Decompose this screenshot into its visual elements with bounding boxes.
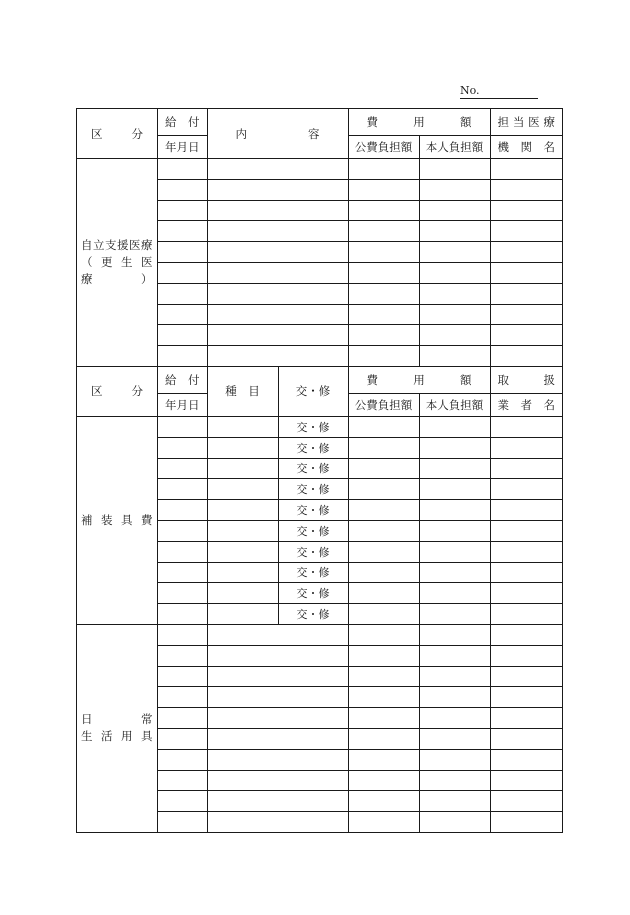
- kooshu-cell[interactable]: 交・修: [278, 583, 348, 604]
- organization-cell[interactable]: [490, 262, 563, 283]
- self-amount-cell[interactable]: [419, 283, 490, 304]
- self-amount-cell[interactable]: [419, 416, 490, 437]
- self-amount-cell[interactable]: [419, 708, 490, 729]
- public-amount-cell[interactable]: [348, 749, 419, 770]
- organization-cell[interactable]: [490, 708, 563, 729]
- self-amount-cell[interactable]: [419, 666, 490, 687]
- self-amount-cell[interactable]: [419, 304, 490, 325]
- content-cell[interactable]: [207, 325, 348, 346]
- content-cell[interactable]: [207, 179, 348, 200]
- organization-cell[interactable]: [490, 728, 563, 749]
- date-cell[interactable]: [158, 159, 208, 180]
- date-cell[interactable]: [158, 687, 208, 708]
- public-amount-cell[interactable]: [348, 812, 419, 833]
- organization-cell[interactable]: [490, 325, 563, 346]
- kubun-header: 区 分: [77, 366, 158, 416]
- medical-header-row: [77, 109, 563, 136]
- organization-cell[interactable]: [490, 583, 563, 604]
- content-cell[interactable]: [207, 666, 348, 687]
- date-cell[interactable]: [158, 200, 208, 221]
- date-cell[interactable]: [158, 416, 208, 437]
- organization-cell[interactable]: [490, 416, 563, 437]
- type-cell[interactable]: [207, 479, 278, 500]
- content-cell[interactable]: [207, 221, 348, 242]
- date-cell[interactable]: [158, 479, 208, 500]
- public-amount-header: 公費負担額: [348, 136, 419, 159]
- organization-cell[interactable]: [490, 242, 563, 263]
- date-cell[interactable]: [158, 770, 208, 791]
- self-amount-cell[interactable]: [419, 221, 490, 242]
- organization-header-bottom: 業 者 名: [490, 393, 563, 416]
- public-amount-cell[interactable]: [348, 500, 419, 521]
- self-amount-cell[interactable]: [419, 179, 490, 200]
- equipment-header-row: [77, 366, 563, 393]
- organization-cell[interactable]: [490, 520, 563, 541]
- self-amount-cell[interactable]: [419, 500, 490, 521]
- self-amount-cell[interactable]: [419, 458, 490, 479]
- kubun-header: 区 分: [77, 109, 158, 159]
- type-cell[interactable]: [207, 520, 278, 541]
- content-cell[interactable]: [207, 283, 348, 304]
- type-cell[interactable]: [207, 583, 278, 604]
- benefit-record-table: [76, 108, 563, 833]
- date-cell[interactable]: [158, 458, 208, 479]
- organization-cell[interactable]: [490, 666, 563, 687]
- organization-cell[interactable]: [490, 346, 563, 367]
- organization-cell[interactable]: [490, 479, 563, 500]
- organization-header-top: 取 扱: [490, 366, 563, 393]
- kooshu-cell[interactable]: 交・修: [278, 479, 348, 500]
- public-amount-cell[interactable]: [348, 346, 419, 367]
- organization-cell[interactable]: [490, 624, 563, 645]
- date-cell[interactable]: [158, 262, 208, 283]
- cost-header: 費 用 額: [348, 366, 490, 393]
- document-number-label: No.: [460, 84, 480, 97]
- kooshu-cell[interactable]: 交・修: [278, 520, 348, 541]
- public-amount-cell[interactable]: [348, 708, 419, 729]
- public-amount-cell[interactable]: [348, 221, 419, 242]
- kooshu-cell[interactable]: 交・修: [278, 458, 348, 479]
- equipment-section-label: 補装具費: [77, 416, 158, 624]
- self-amount-cell[interactable]: [419, 437, 490, 458]
- content-cell[interactable]: [207, 749, 348, 770]
- self-amount-cell[interactable]: [419, 325, 490, 346]
- public-amount-header: 公費負担額: [348, 393, 419, 416]
- public-amount-cell[interactable]: [348, 159, 419, 180]
- organization-cell[interactable]: [490, 791, 563, 812]
- content-header: [207, 109, 348, 159]
- date-header-top: 給 付: [158, 366, 208, 393]
- date-cell[interactable]: [158, 583, 208, 604]
- organization-header-bottom: 機 関 名: [490, 136, 563, 159]
- organization-cell[interactable]: [490, 221, 563, 242]
- public-amount-cell[interactable]: [348, 791, 419, 812]
- public-amount-cell[interactable]: [348, 604, 419, 625]
- organization-cell[interactable]: [490, 645, 563, 666]
- organization-cell[interactable]: [490, 159, 563, 180]
- self-amount-cell[interactable]: [419, 687, 490, 708]
- public-amount-cell[interactable]: [348, 520, 419, 541]
- organization-cell[interactable]: [490, 458, 563, 479]
- self-amount-cell[interactable]: [419, 479, 490, 500]
- daily-section-label: [77, 624, 158, 832]
- date-cell[interactable]: [158, 645, 208, 666]
- date-cell[interactable]: [158, 666, 208, 687]
- content-cell[interactable]: [207, 708, 348, 729]
- date-header-bottom: 年月日: [158, 136, 208, 159]
- self-amount-cell[interactable]: [419, 520, 490, 541]
- self-amount-cell[interactable]: [419, 541, 490, 562]
- public-amount-cell[interactable]: [348, 304, 419, 325]
- self-amount-cell[interactable]: [419, 645, 490, 666]
- type-cell[interactable]: [207, 458, 278, 479]
- type-cell[interactable]: [207, 562, 278, 583]
- organization-cell[interactable]: [490, 200, 563, 221]
- date-cell[interactable]: [158, 500, 208, 521]
- self-amount-cell[interactable]: [419, 791, 490, 812]
- self-amount-cell[interactable]: [419, 346, 490, 367]
- type-cell[interactable]: [207, 416, 278, 437]
- organization-cell[interactable]: [490, 770, 563, 791]
- kooshu-cell[interactable]: 交・修: [278, 500, 348, 521]
- date-cell[interactable]: [158, 242, 208, 263]
- public-amount-cell[interactable]: [348, 416, 419, 437]
- type-cell[interactable]: [207, 437, 278, 458]
- public-amount-cell[interactable]: [348, 624, 419, 645]
- kooshu-cell[interactable]: 交・修: [278, 604, 348, 625]
- daily-label-top: 日 常: [81, 712, 153, 727]
- kooshu-header: 交・修: [278, 366, 348, 416]
- date-cell[interactable]: [158, 624, 208, 645]
- date-cell[interactable]: [158, 708, 208, 729]
- public-amount-cell[interactable]: [348, 283, 419, 304]
- organization-cell[interactable]: [490, 437, 563, 458]
- public-amount-cell[interactable]: [348, 666, 419, 687]
- date-header-top: 給 付: [158, 109, 208, 136]
- public-amount-cell[interactable]: [348, 541, 419, 562]
- public-amount-cell[interactable]: [348, 728, 419, 749]
- content-cell[interactable]: [207, 346, 348, 367]
- medical-row: [77, 159, 563, 180]
- content-cell[interactable]: [207, 687, 348, 708]
- self-amount-header: 本人負担額: [419, 393, 490, 416]
- public-amount-cell[interactable]: [348, 200, 419, 221]
- self-amount-cell[interactable]: [419, 770, 490, 791]
- content-cell[interactable]: [207, 159, 348, 180]
- date-cell[interactable]: [158, 728, 208, 749]
- public-amount-cell[interactable]: [348, 562, 419, 583]
- organization-cell[interactable]: [490, 562, 563, 583]
- content-cell[interactable]: [207, 624, 348, 645]
- date-cell[interactable]: [158, 437, 208, 458]
- date-cell[interactable]: [158, 749, 208, 770]
- public-amount-cell[interactable]: [348, 645, 419, 666]
- public-amount-cell[interactable]: [348, 262, 419, 283]
- type-cell[interactable]: [207, 604, 278, 625]
- date-cell[interactable]: [158, 604, 208, 625]
- public-amount-cell[interactable]: [348, 437, 419, 458]
- kooshu-cell[interactable]: 交・修: [278, 541, 348, 562]
- self-amount-cell[interactable]: [419, 242, 490, 263]
- cost-header: 費 用 額: [348, 109, 490, 136]
- daily-label-bottom: 生活用具: [81, 729, 153, 744]
- date-cell[interactable]: [158, 791, 208, 812]
- kooshu-cell[interactable]: 交・修: [278, 562, 348, 583]
- content-header-left: 内: [235, 126, 247, 141]
- date-cell[interactable]: [158, 562, 208, 583]
- date-cell[interactable]: [158, 304, 208, 325]
- organization-cell[interactable]: [490, 283, 563, 304]
- self-amount-header: 本人負担額: [419, 136, 490, 159]
- date-cell[interactable]: [158, 283, 208, 304]
- date-cell[interactable]: [158, 812, 208, 833]
- content-cell[interactable]: [207, 304, 348, 325]
- kooshu-cell[interactable]: 交・修: [278, 416, 348, 437]
- content-cell[interactable]: [207, 200, 348, 221]
- type-header: 種 目: [207, 366, 278, 416]
- content-header-right: 容: [308, 126, 320, 141]
- public-amount-cell[interactable]: [348, 770, 419, 791]
- self-amount-cell[interactable]: [419, 728, 490, 749]
- self-amount-cell[interactable]: [419, 583, 490, 604]
- date-cell[interactable]: [158, 179, 208, 200]
- organization-header-top: 担当医療: [490, 109, 563, 136]
- organization-cell[interactable]: [490, 179, 563, 200]
- public-amount-cell[interactable]: [348, 479, 419, 500]
- self-amount-cell[interactable]: [419, 812, 490, 833]
- content-cell[interactable]: [207, 791, 348, 812]
- public-amount-cell[interactable]: [348, 458, 419, 479]
- self-amount-cell[interactable]: [419, 604, 490, 625]
- date-cell[interactable]: [158, 541, 208, 562]
- content-cell[interactable]: [207, 645, 348, 666]
- date-cell[interactable]: [158, 221, 208, 242]
- organization-cell[interactable]: [490, 304, 563, 325]
- organization-cell[interactable]: [490, 500, 563, 521]
- public-amount-cell[interactable]: [348, 687, 419, 708]
- public-amount-cell[interactable]: [348, 325, 419, 346]
- medical-section-label: 自立支援医療（更生医療 ）: [77, 159, 158, 367]
- organization-cell[interactable]: [490, 687, 563, 708]
- date-header-bottom: 年月日: [158, 393, 208, 416]
- public-amount-cell[interactable]: [348, 179, 419, 200]
- content-cell[interactable]: [207, 728, 348, 749]
- type-cell[interactable]: [207, 500, 278, 521]
- self-amount-cell[interactable]: [419, 200, 490, 221]
- self-amount-cell[interactable]: [419, 262, 490, 283]
- date-cell[interactable]: [158, 325, 208, 346]
- date-cell[interactable]: [158, 520, 208, 541]
- date-cell[interactable]: [158, 346, 208, 367]
- kooshu-cell[interactable]: 交・修: [278, 437, 348, 458]
- content-cell[interactable]: [207, 262, 348, 283]
- document-number-field[interactable]: [460, 84, 538, 99]
- content-cell[interactable]: [207, 242, 348, 263]
- public-amount-cell[interactable]: [348, 242, 419, 263]
- organization-cell[interactable]: [490, 541, 563, 562]
- type-cell[interactable]: [207, 541, 278, 562]
- content-cell[interactable]: [207, 812, 348, 833]
- self-amount-cell[interactable]: [419, 624, 490, 645]
- public-amount-cell[interactable]: [348, 583, 419, 604]
- equipment-row: [77, 416, 563, 437]
- self-amount-cell[interactable]: [419, 749, 490, 770]
- organization-cell[interactable]: [490, 749, 563, 770]
- daily-row: [77, 624, 563, 645]
- organization-cell[interactable]: [490, 604, 563, 625]
- self-amount-cell[interactable]: [419, 562, 490, 583]
- self-amount-cell[interactable]: [419, 159, 490, 180]
- content-cell[interactable]: [207, 770, 348, 791]
- organization-cell[interactable]: [490, 812, 563, 833]
